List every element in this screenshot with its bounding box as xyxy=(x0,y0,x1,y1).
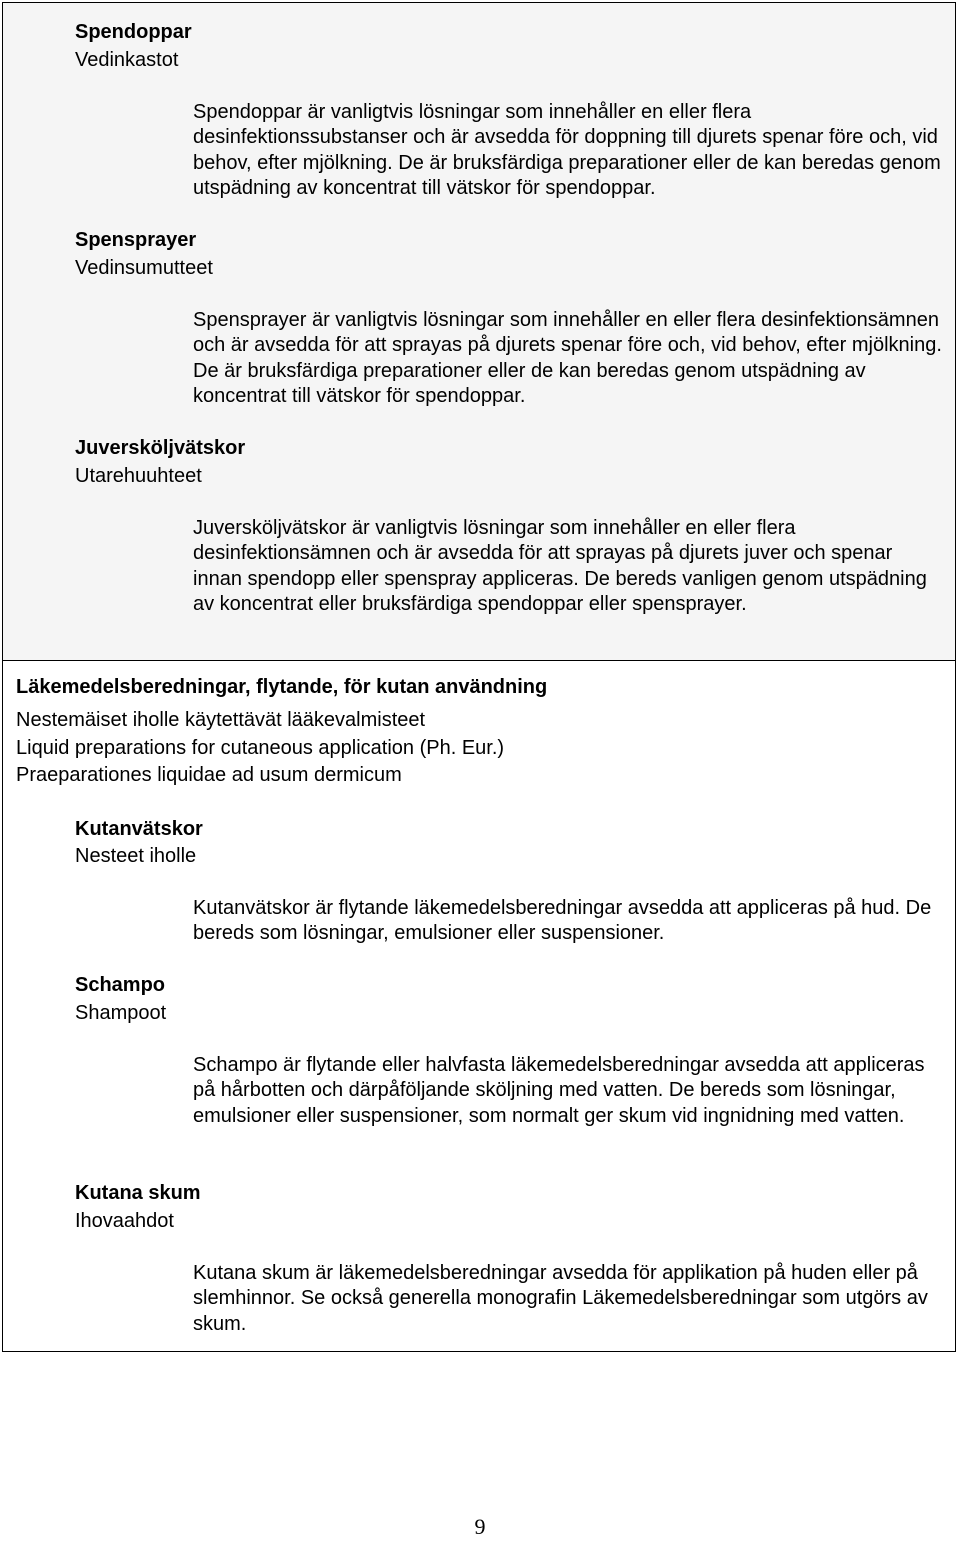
term-fi-schampo: Shampoot xyxy=(75,1002,167,1024)
section-title-en: Liquid preparations for cutaneous application (Ph. Eur.) xyxy=(16,737,505,759)
term-fi-kutana-skum: Ihovaahdot xyxy=(75,1210,174,1232)
term-fi-juverskoljvatskor: Utarehuuhteet xyxy=(75,465,202,487)
section-title-fi: Nestemäiset iholle käytettävät lääkevalmisteet xyxy=(16,709,426,731)
term-description-kutanvatskor: Kutanvätskor är flytande läkemedelsberedningar avsedda att appliceras på hud. De bereds som lösningar, emulsioner eller suspensioner. xyxy=(193,897,932,945)
section-title-la: Praeparationes liquidae ad usum dermicum xyxy=(16,764,402,786)
page-number: 9 xyxy=(474,1514,486,1539)
term-fi-spensprayer: Vedinsumutteet xyxy=(75,257,213,279)
section-title: Läkemedelsberedningar, flytande, för kutan användning xyxy=(16,676,548,698)
term-description-juverskoljvatskor: Juversköljvätskor är vanligtvis lösningar som innehåller en eller flera desinfektionsämnen och är avsedda för att sprayas på djurets juver och spenar innan spendopp eller spenspray appliceras. De bereds vanligen genom utspädning av koncentrat eller bruksfärdiga spendoppar eller spensprayer. xyxy=(193,517,927,616)
term-description-spendoppar: Spendoppar är vanligtvis lösningar som innehåller en eller flera desinfektionssubstanser och är avsedda för doppning till djurets spenar före och, vid behov, efter mjölkning. De är bruksfärdiga preparationer eller de kan beredas genom utspädning av koncentrat till vätskor för spendoppar. xyxy=(193,101,941,200)
term-name-spendoppar: Spendoppar xyxy=(75,21,192,43)
term-name-schampo: Schampo xyxy=(75,974,166,996)
term-name-juverskoljvatskor: Juversköljvätskor xyxy=(75,437,246,459)
term-name-spensprayer: Spensprayer xyxy=(75,229,197,251)
term-description-schampo: Schampo är flytande eller halvfasta läkemedelsberedningar avsedda att appliceras på hårbotten och därpåföljande sköljning med vatten. De bereds som lösningar, emulsioner eller suspensioner, som normalt ger skum vid ingnidning med vatten. xyxy=(193,1054,925,1127)
term-fi-kutanvatskor: Nesteet iholle xyxy=(75,845,197,867)
term-description-spensprayer: Spensprayer är vanligtvis lösningar som innehåller en eller flera desinfektionsämnen och är avsedda för att sprayas på djurets spenar före och, vid behov, efter mjölkning. De är bruksfärdiga preparationer eller de kan beredas genom utspädning av koncentrat till vätskor för spendoppar. xyxy=(193,309,942,408)
term-name-kutana-skum: Kutana skum xyxy=(75,1182,201,1204)
term-name-kutanvatskor: Kutanvätskor xyxy=(75,818,203,840)
term-fi-spendoppar: Vedinkastot xyxy=(75,49,179,71)
term-description-kutana-skum: Kutana skum är läkemedelsberedningar avsedda för applikation på huden eller på slemhinnor. Se också generella monografin Läkemedelsberedningar som utgörs av skum. xyxy=(193,1262,928,1335)
